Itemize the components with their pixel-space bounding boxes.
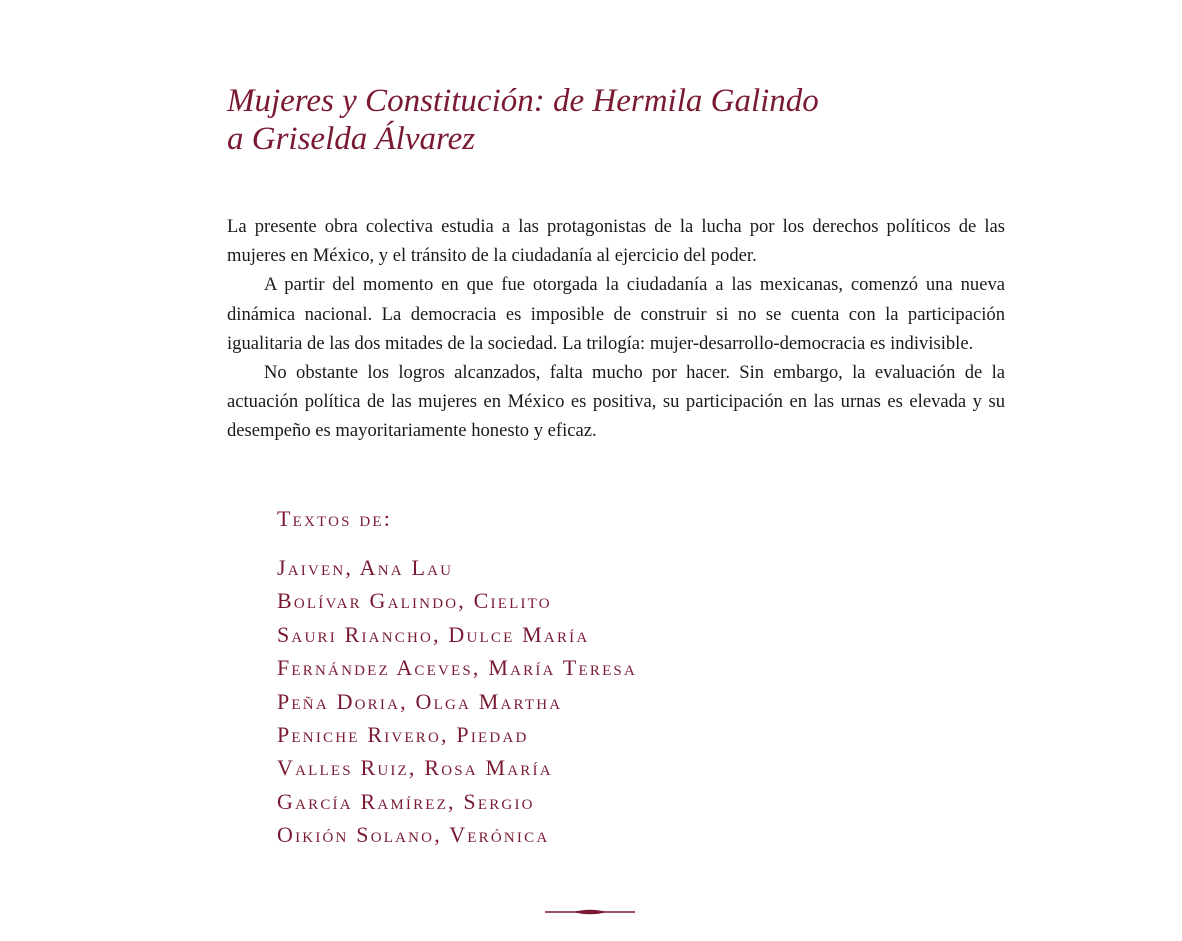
diamond-ornament-icon (545, 906, 635, 918)
author-item: García Ramírez, Sergio (277, 788, 535, 814)
author-item: Peña Doria, Olga Martha (277, 688, 563, 714)
author-item: Fernández Aceves, María Teresa (277, 655, 638, 681)
authors-section (277, 502, 977, 852)
page-title-line-1: Mujeres y Constitución: de Hermila Galindo (227, 83, 819, 119)
author-item: Sauri Riancho, Dulce María (277, 621, 590, 647)
description-body (227, 212, 1005, 446)
author-item: Valles Ruiz, Rosa María (277, 755, 553, 781)
page-title (227, 82, 987, 158)
author-item: Peniche Rivero, Piedad (277, 722, 529, 748)
authors-heading: Textos de: (277, 506, 393, 531)
authors-list (277, 551, 977, 852)
author-item: Oikión Solano, Verónica (277, 822, 550, 848)
page-title-line-2: a Griselda Álvarez (227, 121, 476, 157)
author-item: Bolívar Galindo, Cielito (277, 588, 552, 614)
author-item: Jaiven, Ana Lau (277, 555, 454, 580)
paragraph-3: No obstante los logros alcanzados, falta mucho por hacer. Sin embargo, la evaluación de la actuación política de las mujeres en México es positiva, su participación en las urnas es elevada y su desempeño es mayoritariamente honesto y eficaz. (227, 362, 1005, 442)
paragraph-1: La presente obra colectiva estudia a las protagonistas de la lucha por los derechos políticos de las mujeres en México, y el tránsito de la ciudadanía al ejercicio del poder. (227, 216, 1005, 267)
paragraph-2: A partir del momento en que fue otorgada la ciudadanía a las mexicanas, comenzó una nueva dinámica nacional. La democracia es imposible de construir si no se cuenta con la participación igualitaria de las dos mitades de la sociedad. La trilogía: mujer-desarrollo-democracia es indivisible. (227, 274, 1005, 354)
